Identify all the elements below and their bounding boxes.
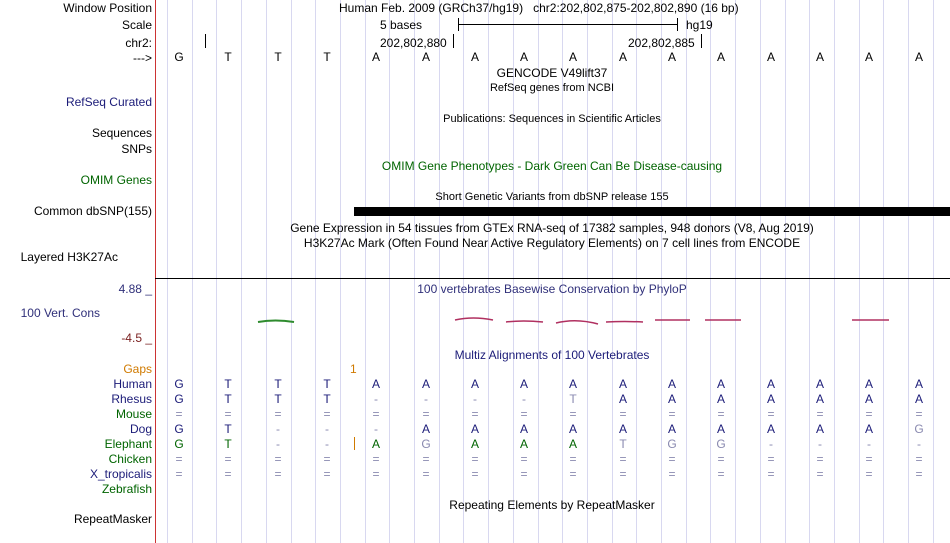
chrom-label: chr2: — [125, 36, 152, 50]
alignment-base: A — [864, 392, 873, 406]
alignment-base: T — [569, 392, 577, 406]
conservation-track-title: 100 vertebrates Basewise Conservation by PhyloP — [417, 282, 687, 296]
conservation-label[interactable]: 100 Vert. Cons — [20, 306, 100, 320]
sequence-base: T — [224, 50, 232, 64]
sequence-base: G — [174, 50, 184, 64]
alignment-base: = — [175, 407, 183, 421]
alignment-base: = — [767, 452, 775, 466]
alignment-base: - — [769, 437, 773, 451]
alignment-base: = — [717, 407, 725, 421]
sequences-label[interactable]: Sequences — [91, 126, 152, 140]
alignment-base: A — [716, 422, 725, 436]
alignment-base: = — [816, 467, 824, 481]
alignment-base: = — [915, 452, 923, 466]
sequence-base: A — [421, 50, 430, 64]
alignment-base: G — [667, 437, 677, 451]
repeatmasker-label[interactable]: RepeatMasker — [73, 512, 152, 526]
multiz-track-title: Multiz Alignments of 100 Vertebrates — [454, 348, 650, 362]
sequence-base: A — [568, 50, 577, 64]
scale-bar-label: 5 bases — [380, 18, 423, 32]
alignment-base: T — [274, 392, 282, 406]
omim-genes-label[interactable]: OMIM Genes — [80, 173, 152, 187]
alignment-base: A — [519, 437, 528, 451]
alignment-base: A — [815, 422, 824, 436]
alignment-base: - — [325, 437, 329, 451]
alignment-base: = — [717, 467, 725, 481]
alignment-base: = — [520, 467, 528, 481]
sequence-base: A — [519, 50, 528, 64]
sequence-base: A — [470, 50, 479, 64]
sequence-base: A — [815, 50, 824, 64]
alignment-base: = — [668, 407, 676, 421]
alignment-base: A — [618, 377, 627, 391]
sequence-base: A — [766, 50, 775, 64]
sequence-base: T — [274, 50, 282, 64]
alignment-base: G — [174, 392, 184, 406]
alignment-base: = — [619, 407, 627, 421]
alignment-base: A — [864, 377, 873, 391]
species-label-chicken[interactable]: Chicken — [108, 452, 152, 466]
sequence-base: A — [667, 50, 676, 64]
species-label-mouse[interactable]: Mouse — [115, 407, 152, 421]
sequence-base: A — [371, 50, 380, 64]
alignment-base: = — [816, 452, 824, 466]
alignment-base: - — [374, 392, 378, 406]
alignment-base: = — [274, 452, 282, 466]
alignment-base: A — [470, 437, 479, 451]
coord-label-2: 202,802,885 — [628, 36, 695, 50]
alignment-base: A — [371, 377, 380, 391]
alignment-base: - — [276, 422, 280, 436]
layered-h3k27ac-label[interactable]: Layered H3K27Ac — [20, 250, 118, 264]
alignment-base: T — [323, 377, 331, 391]
alignment-base: A — [371, 437, 380, 451]
alignment-base: A — [667, 422, 676, 436]
coord-label-1: 202,802,880 — [380, 36, 447, 50]
alignment-base: A — [667, 377, 676, 391]
alignment-base: G — [716, 437, 726, 451]
species-label-rhesus[interactable]: Rhesus — [111, 392, 152, 406]
alignment-base: G — [914, 422, 924, 436]
alignment-base: A — [766, 422, 775, 436]
alignment-base: = — [224, 407, 232, 421]
alignment-base: A — [864, 422, 873, 436]
alignment-base: = — [274, 467, 282, 481]
alignment-base: = — [816, 407, 824, 421]
gencode-track-title[interactable]: GENCODE V49lift37 — [496, 66, 608, 80]
species-label-elephant[interactable]: Elephant — [104, 437, 152, 451]
alignment-base: = — [767, 407, 775, 421]
alignment-base: T — [224, 377, 232, 391]
alignment-base: = — [569, 452, 577, 466]
alignment-base: = — [619, 452, 627, 466]
alignment-base: = — [372, 467, 380, 481]
alignment-base: = — [471, 467, 479, 481]
alignment-base: - — [917, 437, 921, 451]
gaps-label[interactable]: Gaps — [123, 362, 152, 376]
alignment-base: T — [619, 437, 627, 451]
alignment-base: = — [471, 407, 479, 421]
alignment-base: G — [174, 422, 184, 436]
alignment-base: A — [568, 437, 577, 451]
alignment-base: = — [323, 452, 331, 466]
alignment-base: A — [421, 377, 430, 391]
sequence-base: A — [864, 50, 873, 64]
common-dbsnp-label[interactable]: Common dbSNP(155) — [33, 204, 152, 218]
alignment-base: A — [815, 377, 824, 391]
alignment-base: = — [717, 452, 725, 466]
conservation-min: -4.5 _ — [121, 331, 152, 345]
sequence-base: A — [618, 50, 627, 64]
alignment-base: T — [274, 377, 282, 391]
alignment-base: = — [767, 467, 775, 481]
alignment-base: = — [175, 452, 183, 466]
alignment-base: A — [766, 392, 775, 406]
alignment-base: - — [424, 392, 428, 406]
alignment-base: - — [473, 392, 477, 406]
alignment-base: = — [915, 467, 923, 481]
window-position-label: Window Position — [63, 1, 152, 15]
gap-count: 1 — [350, 362, 357, 376]
alignment-base: = — [668, 467, 676, 481]
refseq-track-subtitle: RefSeq genes from NCBI — [489, 82, 615, 94]
gtex-track-title: Gene Expression in 54 tissues from GTEx RNA-seq of 17382 samples, 948 donors (V8, Aug 2019) — [290, 221, 814, 235]
alignment-base: = — [274, 407, 282, 421]
alignment-base: = — [569, 407, 577, 421]
alignment-base: = — [668, 452, 676, 466]
alignment-base: = — [569, 467, 577, 481]
position-title: Human Feb. 2009 (GRCh37/hg19) chr2:202,802,875-202,802,890 (16 bp) — [339, 1, 739, 15]
alignment-base: A — [568, 422, 577, 436]
alignment-base: = — [865, 467, 873, 481]
alignment-base: A — [519, 422, 528, 436]
dbsnp-track-title: Short Genetic Variants from dbSNP release 155 — [435, 191, 669, 203]
alignment-base: T — [224, 422, 232, 436]
assembly-label: hg19 — [686, 18, 713, 32]
alignment-base: = — [422, 407, 430, 421]
alignment-base: - — [276, 437, 280, 451]
alignment-base: = — [619, 467, 627, 481]
refseq-curated-label[interactable]: RefSeq Curated — [65, 95, 152, 109]
species-label-zebrafish[interactable]: Zebrafish — [101, 482, 152, 496]
omim-track-title: OMIM Gene Phenotypes - Dark Green Can Be Disease-causing — [381, 159, 723, 173]
alignment-base: A — [716, 377, 725, 391]
alignment-base: - — [818, 437, 822, 451]
alignment-base: = — [520, 452, 528, 466]
alignment-base: A — [914, 377, 923, 391]
alignment-base: = — [422, 452, 430, 466]
alignment-base: = — [471, 452, 479, 466]
snps-label[interactable]: SNPs — [121, 142, 152, 156]
alignment-base: A — [519, 377, 528, 391]
alignment-base: A — [470, 422, 479, 436]
alignment-base: = — [323, 407, 331, 421]
alignment-base: A — [914, 392, 923, 406]
alignment-base: G — [174, 437, 184, 451]
alignment-base: = — [915, 407, 923, 421]
alignment-base: G — [174, 377, 184, 391]
conservation-max: 4.88 _ — [118, 282, 152, 296]
alignment-base: = — [865, 407, 873, 421]
sequence-base: A — [914, 50, 923, 64]
alignment-base: A — [421, 422, 430, 436]
alignment-base: - — [522, 392, 526, 406]
sequence-base: A — [716, 50, 725, 64]
alignment-base: A — [667, 392, 676, 406]
species-label-x_tropicalis[interactable]: X_tropicalis — [89, 467, 152, 481]
alignment-base: - — [325, 422, 329, 436]
alignment-base: T — [323, 392, 331, 406]
alignment-base: = — [323, 467, 331, 481]
alignment-base: = — [865, 452, 873, 466]
alignment-base: A — [618, 392, 627, 406]
species-label-human[interactable]: Human — [113, 377, 152, 391]
alignment-base: T — [224, 437, 232, 451]
species-label-dog[interactable]: Dog — [129, 422, 152, 436]
repeatmasker-track-title: Repeating Elements by RepeatMasker — [449, 498, 655, 512]
alignment-base: - — [867, 437, 871, 451]
scale-label: Scale — [121, 18, 152, 32]
alignment-base: = — [175, 467, 183, 481]
alignment-base: T — [224, 392, 232, 406]
alignment-base: A — [618, 422, 627, 436]
alignment-base: A — [815, 392, 824, 406]
alignment-base: A — [568, 377, 577, 391]
h3k27ac-track-title: H3K27Ac Mark (Often Found Near Active Regulatory Elements) on 7 cell lines from ENCODE — [303, 236, 801, 250]
publications-track-title: Publications: Sequences in Scientific Articles — [443, 113, 661, 125]
alignment-base: = — [224, 467, 232, 481]
alignment-base: = — [520, 407, 528, 421]
strand-label[interactable]: ---> — [133, 51, 152, 65]
alignment-base: A — [766, 377, 775, 391]
alignment-base: = — [224, 452, 232, 466]
alignment-gap-marker — [354, 437, 355, 450]
alignment-base: G — [421, 437, 431, 451]
alignment-base: = — [372, 407, 380, 421]
sequence-base: T — [323, 50, 331, 64]
alignment-base: - — [374, 422, 378, 436]
alignment-base: = — [422, 467, 430, 481]
alignment-base: A — [716, 392, 725, 406]
alignment-base: = — [372, 452, 380, 466]
alignment-base: A — [470, 377, 479, 391]
